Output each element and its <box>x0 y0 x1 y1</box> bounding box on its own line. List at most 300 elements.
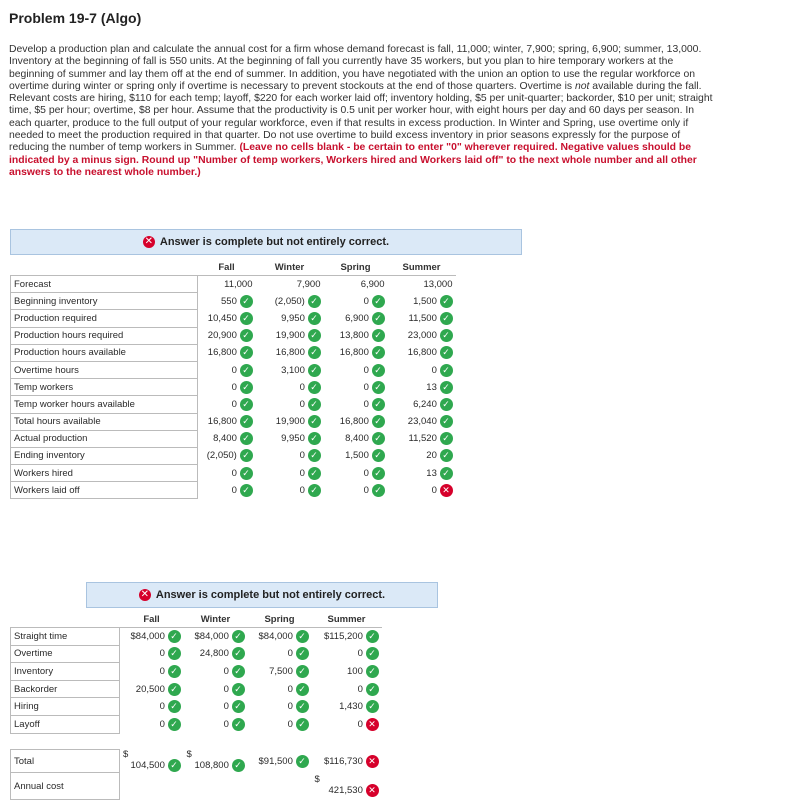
plan-row-workers-laid-off <box>11 482 456 499</box>
cell-value: 19,900 <box>275 330 305 342</box>
correct-check-icon: ✓ <box>372 295 385 308</box>
cost-cell-fall[interactable] <box>120 645 184 663</box>
plan-header-winter: Winter <box>256 259 324 276</box>
total-cell-winter[interactable] <box>184 750 248 773</box>
plan-cell-summer[interactable] <box>388 482 456 499</box>
cell-value: 16,800 <box>275 347 305 359</box>
plan-cell-spring[interactable] <box>324 276 388 293</box>
cost-header-fall: Fall <box>120 611 184 628</box>
plan-row-beginning-inventory <box>11 293 456 310</box>
cell-value: 11,520 <box>408 433 437 445</box>
cost-row-hiring <box>11 698 382 716</box>
cell-value: (2,050) <box>206 450 237 462</box>
correct-check-icon: ✓ <box>168 718 181 731</box>
cell-value: 23,040 <box>407 416 437 428</box>
correct-check-icon: ✓ <box>372 364 385 377</box>
production-plan-table <box>10 259 456 499</box>
plan-cell-spring[interactable] <box>324 344 388 361</box>
plan-cell-summer[interactable] <box>388 344 456 361</box>
cell-value: 0 <box>287 701 293 713</box>
cost-cell-spring[interactable] <box>248 680 312 698</box>
plan-row-production-required <box>11 310 456 327</box>
cell-value: 11,000 <box>224 278 253 290</box>
cost-cell-summer[interactable] <box>312 645 382 663</box>
plan-cell-summer[interactable] <box>388 430 456 447</box>
cell-value: 0 <box>231 484 237 496</box>
correct-check-icon: ✓ <box>440 346 453 359</box>
row-label: Production hours available <box>11 344 198 361</box>
cell-value: 7,900 <box>296 278 321 290</box>
cell-value: 0 <box>357 648 363 660</box>
plan-cell-fall[interactable] <box>198 344 256 361</box>
cost-cell-winter[interactable] <box>184 628 248 646</box>
plan-header-fall: Fall <box>198 259 256 276</box>
cell-value: 10,450 <box>207 312 237 324</box>
cost-header-spring: Spring <box>248 611 312 628</box>
correct-check-icon: ✓ <box>372 484 385 497</box>
cost-cell-spring[interactable] <box>248 645 312 663</box>
plan-cell-winter[interactable] <box>256 293 324 310</box>
annual-cost-cell[interactable] <box>312 773 382 800</box>
dollar-sign: $ <box>314 774 320 786</box>
correct-check-icon: ✓ <box>440 329 453 342</box>
plan-row-workers-hired <box>11 465 456 482</box>
row-label: Beginning inventory <box>11 293 198 310</box>
cell-value: 6,900 <box>345 312 369 324</box>
cost-cell-winter[interactable] <box>184 663 248 681</box>
row-label: Overtime <box>11 645 120 663</box>
cell-value: $84,000 <box>258 631 293 643</box>
cell-value: $115,200 <box>323 631 363 643</box>
cost-row-straight-time <box>11 628 382 646</box>
correct-check-icon: ✓ <box>308 398 321 411</box>
plan-cell-winter[interactable] <box>256 447 324 464</box>
cell-value: 13,000 <box>423 278 453 290</box>
plan-cell-winter[interactable] <box>256 379 324 396</box>
cost-row-backorder <box>11 680 382 698</box>
answer-status-banner-1 <box>10 229 522 255</box>
plan-row-production-hours-available <box>11 344 456 361</box>
cell-value: 0 <box>231 364 237 376</box>
plan-cell-fall[interactable] <box>198 482 256 499</box>
plan-cell-spring[interactable] <box>324 482 388 499</box>
correct-check-icon: ✓ <box>440 432 453 445</box>
cost-cell-spring[interactable] <box>248 715 312 733</box>
row-label: Annual cost <box>11 773 120 800</box>
cell-value: 7,500 <box>269 666 293 677</box>
correct-check-icon: ✓ <box>296 718 309 731</box>
correct-check-icon: ✓ <box>440 398 453 411</box>
correct-check-icon: ✓ <box>296 700 309 713</box>
plan-cell-winter[interactable] <box>256 276 324 293</box>
correct-check-icon: ✓ <box>240 432 253 445</box>
cell-value: 6,240 <box>413 398 437 410</box>
plan-cell-winter[interactable] <box>256 465 324 482</box>
cell-value: 0 <box>159 648 165 660</box>
plan-cell-fall[interactable] <box>198 413 256 430</box>
correct-check-icon: ✓ <box>240 467 253 480</box>
plan-cell-spring[interactable] <box>324 465 388 482</box>
cell-value: 1,500 <box>345 450 369 462</box>
plan-cell-fall[interactable] <box>198 276 256 293</box>
plan-cell-fall[interactable] <box>198 327 256 344</box>
plan-cell-winter[interactable] <box>256 310 324 327</box>
cost-cell-fall[interactable] <box>120 663 184 681</box>
plan-cell-spring[interactable] <box>324 396 388 413</box>
cell-value: 1,430 <box>339 701 363 713</box>
row-label: Temp workers <box>11 379 198 396</box>
cell-value: 16,800 <box>207 416 237 428</box>
cost-cell-winter[interactable] <box>184 698 248 716</box>
plan-cell-summer[interactable] <box>388 310 456 327</box>
plan-cell-spring[interactable] <box>324 447 388 464</box>
correct-check-icon: ✓ <box>440 415 453 428</box>
cell-value: 550 <box>221 295 237 307</box>
plan-cell-spring[interactable] <box>324 379 388 396</box>
correct-check-icon: ✓ <box>440 449 453 462</box>
correct-check-icon: ✓ <box>440 467 453 480</box>
correct-check-icon: ✓ <box>240 484 253 497</box>
incorrect-x-icon: ✕ <box>440 484 453 497</box>
correct-check-icon: ✓ <box>372 346 385 359</box>
cell-value: 0 <box>363 398 369 410</box>
cell-value: $84,000 <box>194 631 229 643</box>
cost-cell-fall[interactable] <box>120 715 184 733</box>
correct-check-icon: ✓ <box>296 683 309 696</box>
cell-value: 20 <box>426 450 437 462</box>
dollar-sign: $ <box>186 749 192 761</box>
correct-check-icon: ✓ <box>372 329 385 342</box>
plan-row-production-hours-required <box>11 327 456 344</box>
plan-cell-summer[interactable] <box>388 396 456 413</box>
correct-check-icon: ✓ <box>240 381 253 394</box>
cell-value: 0 <box>363 364 369 376</box>
cell-value: 0 <box>299 398 305 410</box>
correct-check-icon: ✓ <box>372 381 385 394</box>
cell-value: $91,500 <box>258 755 293 767</box>
row-label: Total <box>11 750 120 773</box>
cost-cell-fall[interactable] <box>120 698 184 716</box>
plan-row-temp-worker-hours-available <box>11 396 456 413</box>
cell-value: 3,100 <box>281 364 305 376</box>
plan-header-blank <box>11 259 198 276</box>
cell-value: 0 <box>231 381 237 393</box>
cell-value: 0 <box>223 701 229 713</box>
plan-header-row <box>11 259 456 276</box>
correct-check-icon: ✓ <box>372 398 385 411</box>
plan-cell-fall[interactable] <box>198 447 256 464</box>
cell-value: 0 <box>223 683 229 695</box>
plan-header-summer: Summer <box>388 259 456 276</box>
row-label: Backorder <box>11 680 120 698</box>
cost-header-row <box>11 611 382 628</box>
correct-check-icon: ✓ <box>168 647 181 660</box>
correct-check-icon: ✓ <box>232 647 245 660</box>
cell-value: 0 <box>231 398 237 410</box>
total-cell-summer[interactable] <box>312 750 382 773</box>
cell-value: 23,000 <box>407 330 437 342</box>
cell-value: 9,950 <box>281 433 305 445</box>
cell-value: 0 <box>363 295 369 307</box>
plan-cell-spring[interactable] <box>324 327 388 344</box>
plan-cell-winter[interactable] <box>256 344 324 361</box>
correct-check-icon: ✓ <box>308 364 321 377</box>
annual-cost-value: 421,530 <box>328 785 363 797</box>
incorrect-x-icon: ✕ <box>366 755 379 768</box>
correct-check-icon: ✓ <box>240 415 253 428</box>
row-label: Forecast <box>11 276 198 293</box>
cell-value: 11,500 <box>408 312 437 324</box>
cell-value: 0 <box>299 381 305 393</box>
plan-cell-winter[interactable] <box>256 413 324 430</box>
correct-check-icon: ✓ <box>308 312 321 325</box>
correct-check-icon: ✓ <box>308 467 321 480</box>
plan-cell-summer[interactable] <box>388 327 456 344</box>
plan-cell-spring[interactable] <box>324 430 388 447</box>
banner-text: Answer is complete but not entirely correct. <box>159 236 390 248</box>
cell-value: $116,730 <box>323 755 363 767</box>
plan-cell-spring[interactable] <box>324 293 388 310</box>
correct-check-icon: ✓ <box>308 381 321 394</box>
correct-check-icon: ✓ <box>168 665 181 678</box>
cell-value: 0 <box>431 484 437 496</box>
correct-check-icon: ✓ <box>440 381 453 394</box>
dollar-sign: $ <box>123 749 129 761</box>
correct-check-icon: ✓ <box>296 630 309 643</box>
correct-check-icon: ✓ <box>366 683 379 696</box>
cell-value: 16,800 <box>339 347 369 359</box>
plan-row-total-hours-available <box>11 413 456 430</box>
plan-row-overtime-hours <box>11 361 456 378</box>
correct-check-icon: ✓ <box>232 665 245 678</box>
banner-text: Answer is complete but not entirely correct. <box>155 589 386 601</box>
cell-value: 13 <box>426 467 437 479</box>
row-label: Temp worker hours available <box>11 396 198 413</box>
correct-check-icon: ✓ <box>296 665 309 678</box>
cell-value: 0 <box>159 718 165 730</box>
cost-row-total <box>11 750 382 773</box>
incorrect-x-icon: ✕ <box>366 784 379 797</box>
correct-check-icon: ✓ <box>240 398 253 411</box>
plan-cell-winter[interactable] <box>256 327 324 344</box>
plan-row-actual-production <box>11 430 456 447</box>
page-title: Problem 19-7 (Algo) <box>9 10 142 26</box>
correct-check-icon: ✓ <box>372 415 385 428</box>
correct-check-icon: ✓ <box>232 630 245 643</box>
plan-cell-winter[interactable] <box>256 482 324 499</box>
plan-cell-fall[interactable] <box>198 396 256 413</box>
total-cell-fall[interactable] <box>120 750 184 773</box>
cost-row-inventory <box>11 663 382 681</box>
correct-check-icon: ✓ <box>366 700 379 713</box>
cell-value: 108,800 <box>194 760 229 772</box>
correct-check-icon: ✓ <box>240 346 253 359</box>
correct-check-icon: ✓ <box>232 683 245 696</box>
plan-cell-summer[interactable] <box>388 361 456 378</box>
plan-cell-spring[interactable] <box>324 413 388 430</box>
row-label: Actual production <box>11 430 198 447</box>
cell-value: 0 <box>299 467 305 479</box>
total-cell-spring[interactable] <box>248 750 312 773</box>
plan-cell-fall[interactable] <box>198 293 256 310</box>
correct-check-icon: ✓ <box>168 700 181 713</box>
cell-value: $84,000 <box>130 631 165 643</box>
plan-cell-summer[interactable] <box>388 447 456 464</box>
cost-cell-summer[interactable] <box>312 680 382 698</box>
plan-cell-fall[interactable] <box>198 310 256 327</box>
cell-value: 13,800 <box>339 330 369 342</box>
plan-cell-winter[interactable] <box>256 396 324 413</box>
correct-check-icon: ✓ <box>232 759 245 772</box>
cell-value: 0 <box>431 364 437 376</box>
cell-value: 1,500 <box>413 295 437 307</box>
cost-cell-spring[interactable] <box>248 628 312 646</box>
cell-value: 9,950 <box>281 312 305 324</box>
row-label: Total hours available <box>11 413 198 430</box>
plan-row-ending-inventory <box>11 447 456 464</box>
cell-value: 20,900 <box>207 330 237 342</box>
row-label: Production required <box>11 310 198 327</box>
plan-cell-winter[interactable] <box>256 430 324 447</box>
cell-value: 19,900 <box>275 416 305 428</box>
row-label: Ending inventory <box>11 447 198 464</box>
cost-cell-fall[interactable] <box>120 628 184 646</box>
cell-value: 16,800 <box>339 416 369 428</box>
correct-check-icon: ✓ <box>372 312 385 325</box>
row-label: Workers laid off <box>11 482 198 499</box>
plan-row-forecast <box>11 276 456 293</box>
plan-cell-fall[interactable] <box>198 465 256 482</box>
cost-cell-summer[interactable] <box>312 715 382 733</box>
cost-row-overtime <box>11 645 382 663</box>
correct-check-icon: ✓ <box>372 467 385 480</box>
problem-statement <box>9 44 719 179</box>
cost-row-layoff <box>11 715 382 733</box>
row-label: Overtime hours <box>11 361 198 378</box>
plan-row-temp-workers <box>11 379 456 396</box>
row-label: Hiring <box>11 698 120 716</box>
correct-check-icon: ✓ <box>240 449 253 462</box>
plan-cell-summer[interactable] <box>388 379 456 396</box>
emphasis-not: not <box>574 80 590 92</box>
correct-check-icon: ✓ <box>168 683 181 696</box>
cell-value: 0 <box>299 450 305 462</box>
cell-value: 16,800 <box>407 347 437 359</box>
cell-value: 0 <box>363 467 369 479</box>
correct-check-icon: ✓ <box>296 647 309 660</box>
cost-cell-summer[interactable] <box>312 698 382 716</box>
plan-cell-fall[interactable] <box>198 361 256 378</box>
cell-value: 104,500 <box>130 760 165 772</box>
cell-value: 0 <box>357 683 363 695</box>
cell-value: 0 <box>357 718 363 730</box>
correct-check-icon: ✓ <box>308 484 321 497</box>
plan-cell-winter[interactable] <box>256 361 324 378</box>
correct-check-icon: ✓ <box>308 449 321 462</box>
cell-value: 0 <box>287 718 293 730</box>
instruction-text: (Leave no cells blank - be certain to enter "0" wherever required. Negative values should be indicated by a minus sign. Round up "Number of temp workers, Workers hired and Workers laid off" to the next whole number and all other answers to the nearest whole number.) <box>9 142 697 178</box>
correct-check-icon: ✓ <box>308 415 321 428</box>
correct-check-icon: ✓ <box>372 432 385 445</box>
cost-cell-spring[interactable] <box>248 698 312 716</box>
correct-check-icon: ✓ <box>240 329 253 342</box>
cost-cell-winter[interactable] <box>184 715 248 733</box>
cost-row-annual <box>11 773 382 800</box>
cost-cell-summer[interactable] <box>312 628 382 646</box>
correct-check-icon: ✓ <box>240 295 253 308</box>
plan-cell-summer[interactable] <box>388 465 456 482</box>
cell-value: 16,800 <box>207 347 237 359</box>
correct-check-icon: ✓ <box>308 295 321 308</box>
correct-check-icon: ✓ <box>168 759 181 772</box>
cell-value: 13 <box>426 381 437 393</box>
cell-value: (2,050) <box>274 295 305 307</box>
problem-text: Develop a production plan and calculate the annual cost for a firm whose demand forecast is fall, 11,000; winter, 7,900; spring, 6,900; summer, 13,000. Inventory at the beginning of fall is 550 units. At the beginning of fall you currently have 35 workers, but you plan to hire temporary workers at the beginning of summer and lay them off at the end of summer. In addition, you have negotiated with the union an option to use the regular workforce on overtime during winter or spring only if overtime is necessary to prevent stockouts at the end of those quarters. Overtime is not available during the fall. Relevant costs are hiring, $110 for each temp; layoff, $220 for each worker laid off; inventory holding, $5 per unit-quarter; backorder, $10 per unit; straight time, $5 per hour; overtime, $8 per hour. Assume that the productivity is 0.5 unit per worker hour, with eight hours per day and 60 days per season. In each quarter, produce to the full output of your regular workforce, even if that results in excess production. In Winter and Spring, use overtime only if needed to meet the production required in that quarter. Do not use overtime to build excess inventory in prior seasons expressly for the purpose of reducing the number of temp workers in Summer. <box>9 44 713 154</box>
plan-cell-fall[interactable] <box>198 379 256 396</box>
cost-cell-winter[interactable] <box>184 645 248 663</box>
correct-check-icon: ✓ <box>232 700 245 713</box>
correct-check-icon: ✓ <box>366 665 379 678</box>
correct-check-icon: ✓ <box>240 364 253 377</box>
cell-value: 0 <box>287 683 293 695</box>
plan-cell-summer[interactable] <box>388 276 456 293</box>
cell-value: 0 <box>363 381 369 393</box>
cell-value: 0 <box>287 648 293 660</box>
correct-check-icon: ✓ <box>308 329 321 342</box>
plan-cell-summer[interactable] <box>388 293 456 310</box>
cost-header-winter: Winter <box>184 611 248 628</box>
row-label: Straight time <box>11 628 120 646</box>
correct-check-icon: ✓ <box>308 432 321 445</box>
cell-value: 8,400 <box>345 433 369 445</box>
correct-check-icon: ✓ <box>308 346 321 359</box>
row-label: Production hours required <box>11 327 198 344</box>
correct-check-icon: ✓ <box>232 718 245 731</box>
incorrect-icon: ✕ <box>144 236 154 247</box>
cell-value: 6,900 <box>360 278 385 290</box>
row-label: Workers hired <box>11 465 198 482</box>
cell-value: 0 <box>159 666 165 677</box>
cell-value: 0 <box>159 701 165 713</box>
incorrect-icon: ✕ <box>140 589 150 600</box>
plan-cell-spring[interactable] <box>324 361 388 378</box>
cell-value: 8,400 <box>213 433 237 445</box>
correct-check-icon: ✓ <box>240 312 253 325</box>
cell-value: 0 <box>223 666 229 677</box>
plan-header-spring: Spring <box>324 259 388 276</box>
cost-cell-fall[interactable] <box>120 680 184 698</box>
cell-value: 0 <box>299 484 305 496</box>
cost-header-blank <box>11 611 120 628</box>
cost-cell-summer[interactable] <box>312 663 382 681</box>
cell-value: 0 <box>231 467 237 479</box>
row-label: Layoff <box>11 715 120 733</box>
plan-cell-summer[interactable] <box>388 413 456 430</box>
correct-check-icon: ✓ <box>366 647 379 660</box>
correct-check-icon: ✓ <box>440 295 453 308</box>
cost-cell-winter[interactable] <box>184 680 248 698</box>
plan-cell-fall[interactable] <box>198 430 256 447</box>
cell-value: 20,500 <box>135 683 165 695</box>
correct-check-icon: ✓ <box>168 630 181 643</box>
correct-check-icon: ✓ <box>372 449 385 462</box>
cell-value: 0 <box>223 718 229 730</box>
plan-cell-spring[interactable] <box>324 310 388 327</box>
cost-cell-spring[interactable] <box>248 663 312 681</box>
cell-value: 24,800 <box>199 648 229 660</box>
cost-header-summer: Summer <box>312 611 382 628</box>
incorrect-x-icon: ✕ <box>366 718 379 731</box>
